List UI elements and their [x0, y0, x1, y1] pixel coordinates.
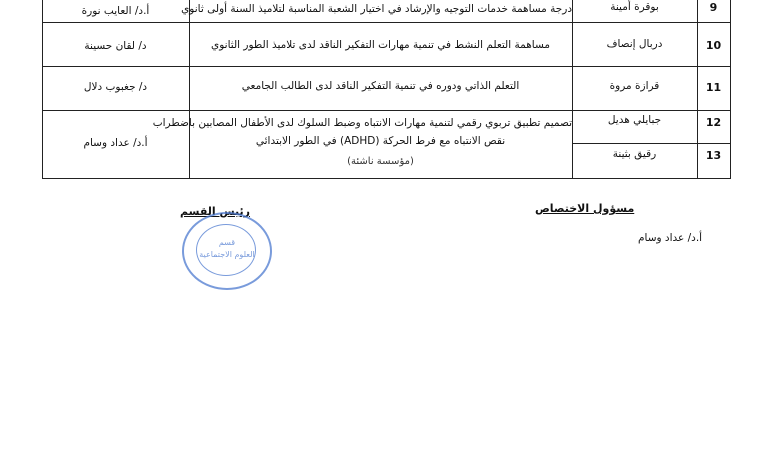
thesis-subtitle: (مؤسسة ناشئة): [347, 156, 414, 167]
specialty-head-name: أ.د/ عداد وسام: [638, 232, 703, 244]
row-number: 11: [705, 81, 722, 94]
supervisor-name: أ.د/ العايب نورة: [81, 5, 150, 17]
thesis-title: نقص الانتباه مع فرط الحركة (ADHD) في الطور الابتدائي: [255, 135, 506, 147]
department-head-label: رئيس القسم: [180, 205, 250, 218]
student-name: رقيق بثينة: [612, 148, 657, 160]
row-number: 13: [705, 149, 722, 162]
student-name: جبايلي هديل: [607, 114, 662, 126]
supervisor-name: د/ جغبوب دلال: [83, 81, 148, 93]
thesis-table: [0, 0, 780, 190]
thesis-title: مساهمة التعلم النشط في تنمية مهارات التفكير الناقد لدى تلاميذ الطور الثانوي: [211, 39, 550, 51]
stamp-text-line1: قسم: [218, 238, 236, 247]
student-name: بوقرة أمينة: [610, 1, 659, 13]
thesis-title: التعلم الذاتي ودوره في تنمية التفكير الناقد لدى الطالب الجامعي: [241, 80, 520, 92]
student-name: دربال إنصاف: [606, 38, 663, 50]
row-number: 12: [705, 116, 722, 129]
thesis-title: درجة مساهمة خدمات التوجيه والإرشاد في اختيار الشعبة المناسبة لتلاميذ السنة أولى ثانوي: [181, 3, 572, 15]
supervisor-name: د/ لقان حسينة: [84, 40, 147, 52]
department-stamp: [182, 212, 272, 290]
row-number: 10: [705, 39, 722, 52]
row-number: 9: [709, 1, 718, 14]
student-name: قرازة مروة: [609, 80, 660, 92]
thesis-title: تصميم تطبيق تربوي رقمي لتنمية مهارات الانتباه وضبط السلوك لدى الأطفال المصابين باضطراب: [152, 117, 572, 129]
stamp-text-line2: العلوم الاجتماعية: [199, 250, 255, 259]
specialty-head-label: مسؤول الاختصاص: [535, 202, 635, 215]
supervisor-name: أ.د/ عداد وسام: [83, 137, 148, 149]
